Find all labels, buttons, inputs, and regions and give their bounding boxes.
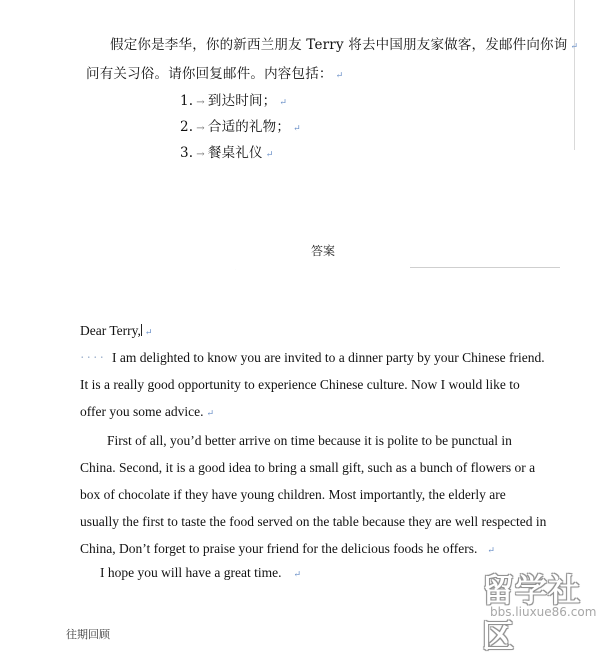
letter-p1-line-1: ···· I am delighted to know you are invited to a dinner party by your Chinese friend. [80,350,545,365]
letter-p2-line-4: usually the first to taste the food served on the table because they are well respected in [80,514,547,529]
page-edge-line [574,0,575,150]
section-divider [410,267,560,268]
footer-label: 往期回顾 [66,628,110,641]
line-break-mark-icon: ↵ [487,545,495,555]
letter-greeting: Dear Terry, ↵ [80,323,153,338]
tab-arrow-icon: → [196,97,205,108]
watermark-logo: 留学社区 [482,571,582,655]
letter-p1-line-3: offer you some advice. ↵ [80,404,215,419]
letter-p2-line-5: China, Don’t forget to praise your friend for the delicious foods he offers. ↵ [80,541,495,556]
indent-dots: ···· [80,350,106,365]
line-break-mark-icon: ↵ [279,98,288,108]
prompt-line-1: 假定你是李华，你的新西兰朋友 Terry 将去中国朋友家做客，发邮件向你询 ↵ [110,37,579,53]
watermark-site: bbs.liuxue86.com [490,605,597,619]
line-break-mark-icon: ↵ [265,150,274,160]
answer-banner-label: 答案 [310,244,335,258]
line-break-mark-icon: ↵ [335,71,344,81]
prompt-item-1: 1. → 到达时间； ↵ [180,93,288,109]
line-break-mark-icon: ↵ [293,124,301,134]
letter-p2-line-3: box of chocolate if they have young children. Most importantly, the elderly are [80,487,506,502]
tab-arrow-icon: → [196,149,205,160]
prompt-item-3: 3. → 餐桌礼仪 ↵ [180,145,274,161]
letter-p2-line-2: China. Second, it is a good idea to bring a small gift, such as a bunch of flowers or a [80,460,536,475]
letter-p2-line-1: First of all, you’d better arrive on time because it is polite to be punctual in [107,433,512,448]
prompt-line-2: 问有关习俗。请你回复邮件。内容包括： ↵ [86,66,344,82]
line-break-mark-icon: ↵ [144,327,153,337]
line-break-mark-icon: ↵ [206,408,215,418]
letter-closing: I hope you will have a great time. ↵ [100,565,301,580]
line-break-mark-icon: ↵ [570,42,579,52]
line-break-mark-icon: ↵ [293,569,301,579]
prompt-item-2: 2. → 合适的礼物； ↵ [180,119,301,135]
letter-p1-line-2: It is a really good opportunity to experience Chinese culture. Now I would like to [80,377,520,392]
text-cursor [141,324,142,336]
tab-arrow-icon: → [196,123,205,134]
